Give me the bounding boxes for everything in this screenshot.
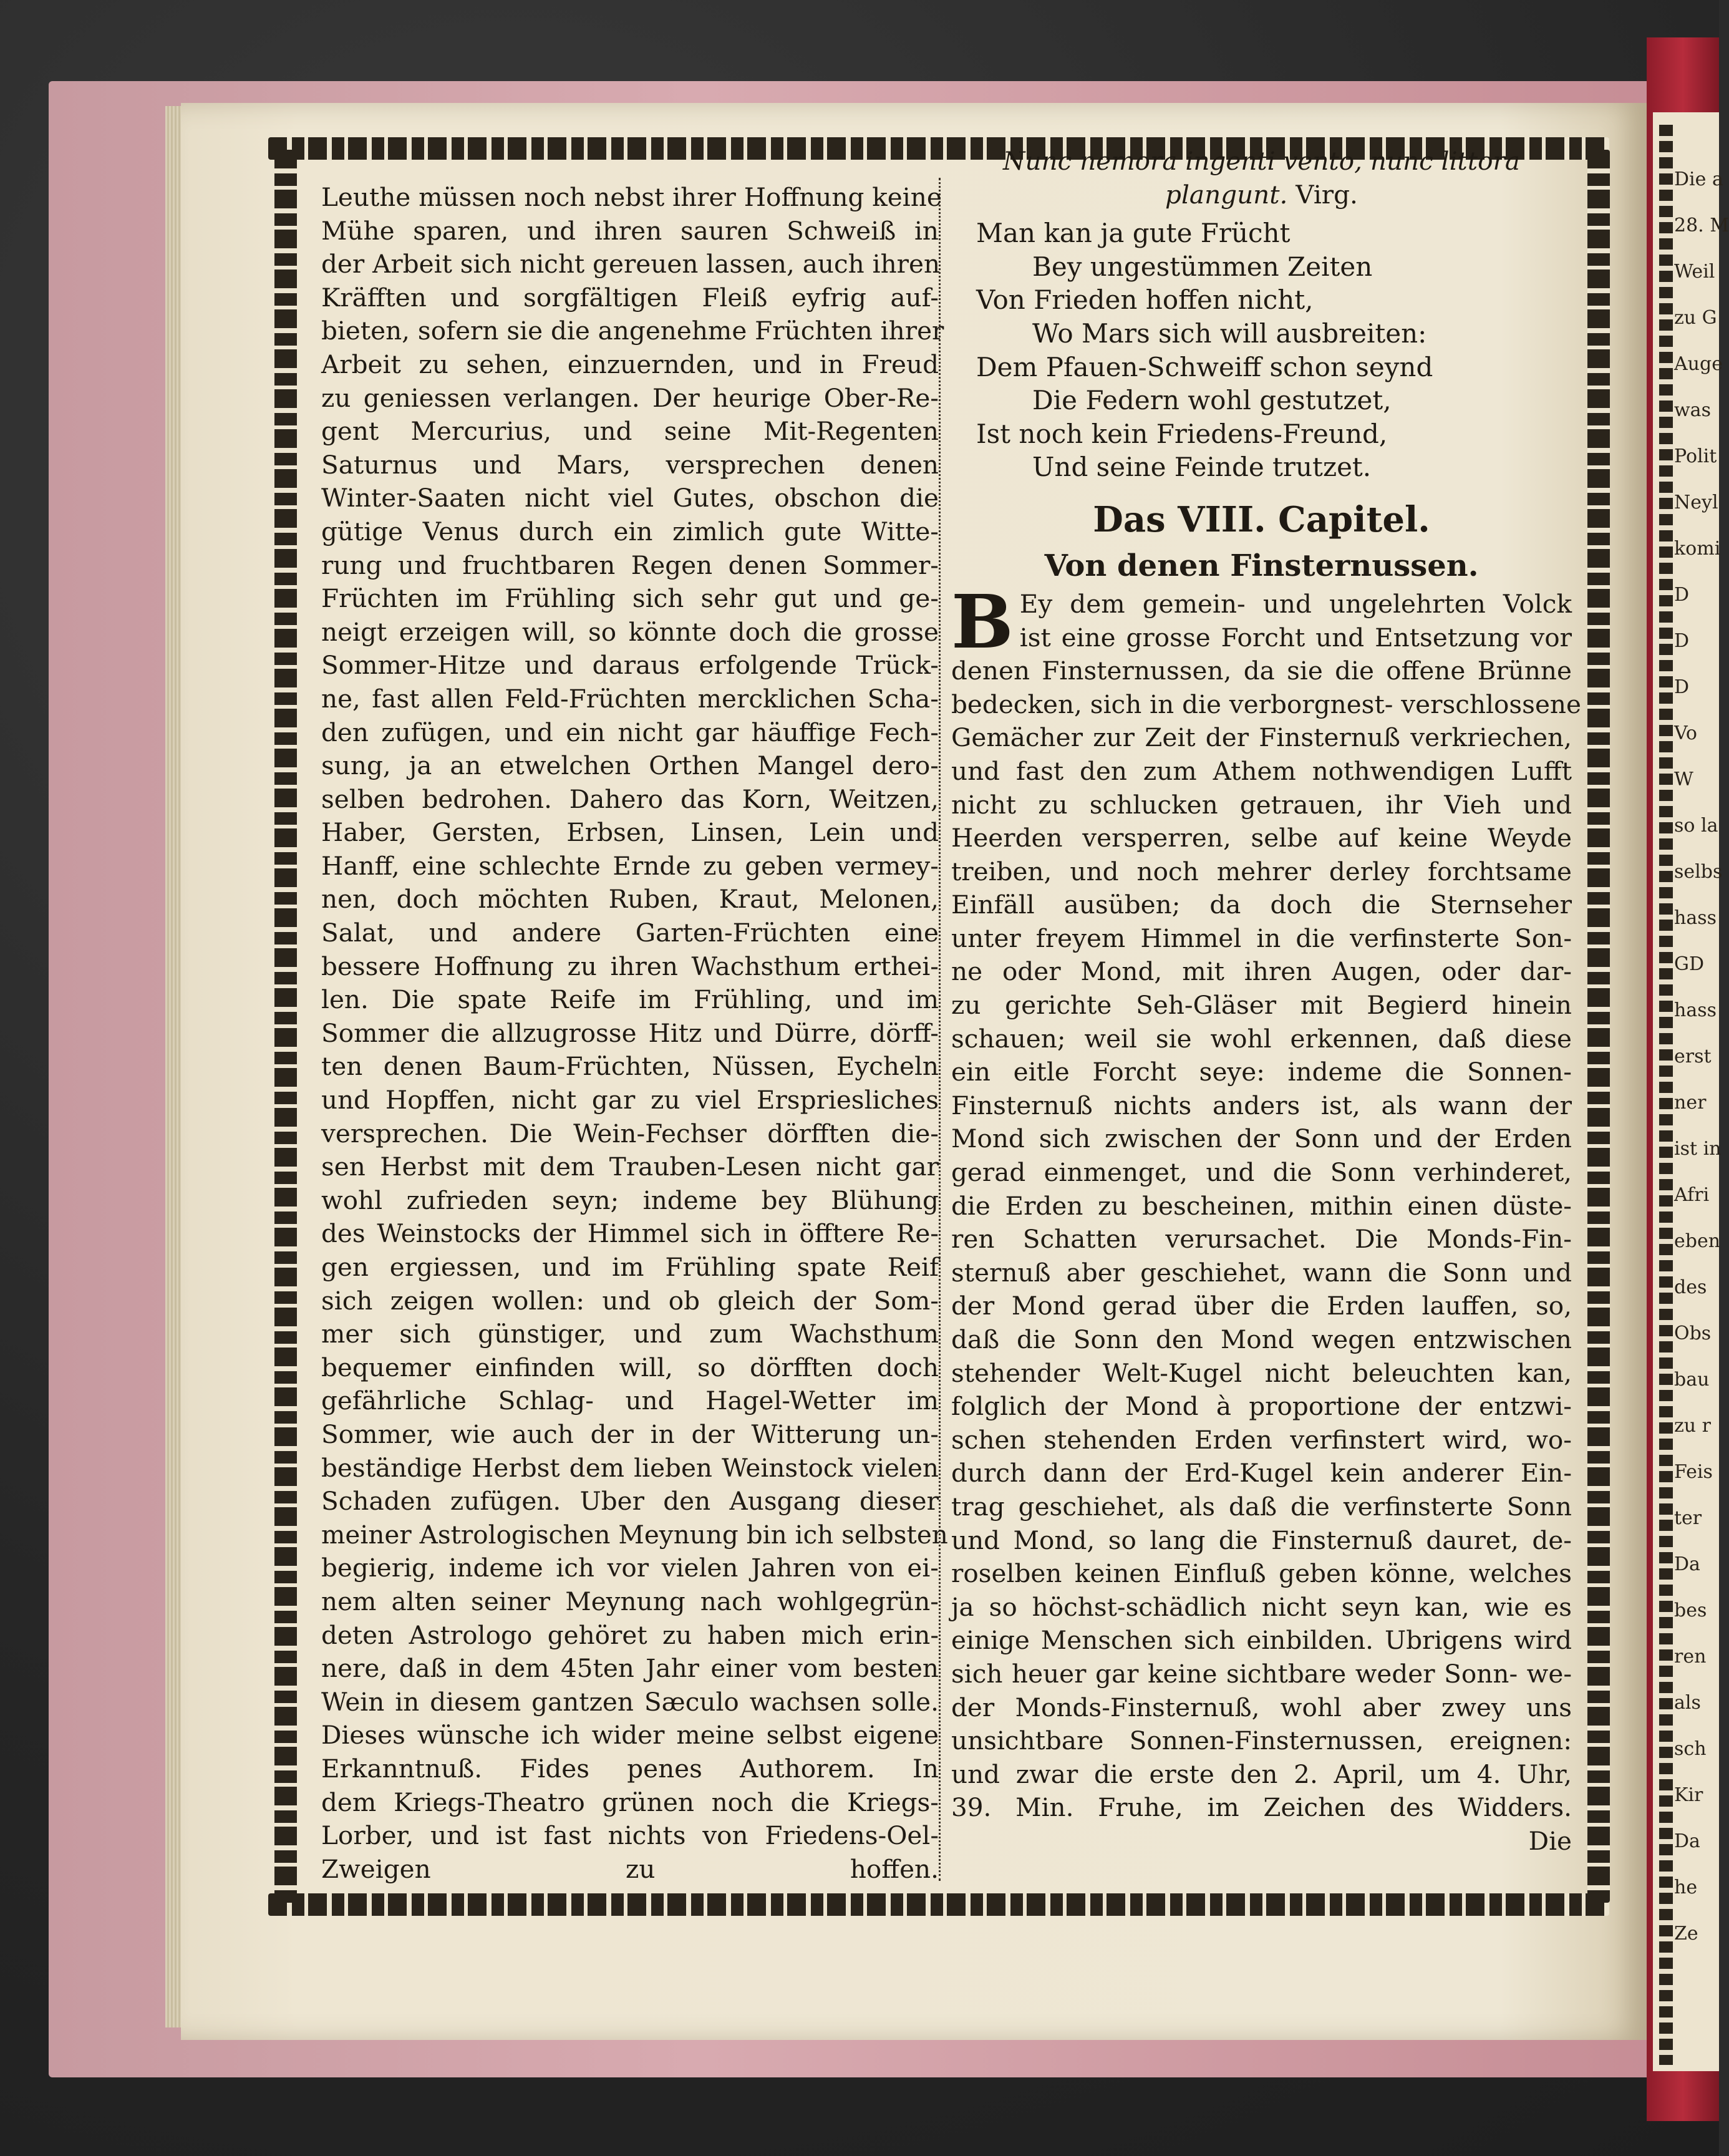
text-line: bequemer einfinden will, so dörfften doch (321, 1352, 939, 1382)
next-page-text-fragment: Auge (1674, 353, 1723, 375)
text-line: Sommer, wie auch der in der Witterung un- (321, 1419, 939, 1449)
next-page-text-fragment: Vo (1674, 722, 1697, 744)
next-page-text-fragment: ist in (1674, 1138, 1722, 1160)
next-page-text-fragment: hass (1674, 999, 1717, 1021)
text-line: sich heuer gar keine sichtbare weder Sonn- we- (951, 1658, 1572, 1689)
next-page-text-fragment: ter (1674, 1507, 1702, 1529)
verse-line: Dem Pfauen-Schweiff schon seynd (976, 351, 1433, 382)
text-line: Erkanntnuß. Fides penes Authorem. In (321, 1753, 939, 1784)
text-line: und zwar die erste den 2. April, um 4. Uhr, (951, 1759, 1572, 1789)
text-line: daß die Sonn den Mond wegen entzwischen (951, 1324, 1572, 1354)
text-line: Arbeit zu sehen, einzuernden, und in Freud (321, 349, 939, 379)
text-line: bedecken, sich in die verborgnest- verschlossene (951, 689, 1581, 719)
text-line: roselben keinen Einfluß geben könne, welches (951, 1558, 1572, 1589)
text-line: Sommer-Hitze und daraus erfolgende Trück- (321, 650, 939, 681)
chapter-subtitle: Von denen Finsternussen. (1044, 548, 1479, 583)
next-page-text-fragment: sch (1674, 1738, 1707, 1760)
text-line: nem alten seiner Meynung nach wohlgegrün- (321, 1586, 939, 1616)
next-page-text-fragment: komi (1674, 538, 1721, 560)
text-line: Leuthe müssen noch nebst ihrer Hoffnung keine (321, 182, 942, 212)
text-line: Salat, und andere Garten-Früchten eine (321, 918, 939, 948)
text-line: und fast den zum Athem nothwendigen Lufft (951, 755, 1572, 786)
text-line: Winter-Saaten nicht viel Gutes, obschon die (321, 483, 939, 513)
text-line: einige Menschen sich einbilden. Ubrigens wird (951, 1625, 1572, 1656)
verse-line: Wo Mars sich will ausbreiten: (1032, 318, 1427, 349)
motto-source: Virg. (1296, 179, 1358, 210)
text-line: wohl zufrieden seyn; indeme bey Blühung (321, 1185, 939, 1215)
text-line: denen Finsternussen, da sie die offene Brünne (951, 656, 1572, 686)
next-page-border (1659, 125, 1673, 2065)
text-line: ne, fast allen Feld-Früchten mercklichen Scha- (321, 683, 939, 714)
text-line: Dieses wünsche ich wider meine selbst eigene (321, 1720, 939, 1751)
text-line: beständige Herbst dem lieben Weinstock vielen (321, 1452, 939, 1483)
right-ornament-border (1587, 150, 1610, 1903)
next-page-text-fragment: Ze (1674, 1923, 1698, 1945)
text-line: gerad einmenget, und die Sonn verhinderet, (951, 1157, 1572, 1188)
text-line: sternuß aber geschiehet, wann die Sonn und (951, 1257, 1572, 1288)
text-line: Saturnus und Mars, versprechen denen (321, 449, 939, 480)
text-line: und Hopffen, nicht gar zu viel Erspriesliches (321, 1085, 939, 1115)
text-line: gefährliche Schlag- und Hagel-Wetter im (321, 1386, 939, 1416)
text-line: ja so höchst-schädlich nicht seyn kan, wie es (951, 1591, 1572, 1622)
next-page-text-fragment: zu G (1674, 307, 1717, 329)
text-line: Schaden zufügen. Uber den Ausgang dieser (321, 1486, 939, 1517)
text-line: Mühe sparen, und ihren sauren Schweiß in (321, 215, 939, 246)
text-line: Lorber, und ist fast nichts von Friedens-Oel- (321, 1820, 939, 1851)
next-page-text-fragment: bau (1674, 1369, 1710, 1391)
text-line: nen, doch möchten Ruben, Kraut, Melonen, (321, 884, 939, 915)
text-line: bessere Hoffnung zu ihren Wachsthum erthei- (321, 951, 939, 981)
text-line: mer sich günstiger, und zum Wachsthum (321, 1319, 939, 1349)
text-line: Haber, Gersten, Erbsen, Linsen, Lein und (321, 817, 939, 848)
next-page-text-fragment: Kir (1674, 1784, 1703, 1806)
text-line: durch dann der Erd-Kugel kein anderer Ein- (951, 1458, 1572, 1488)
text-line: nere, daß in dem 45ten Jahr einer vom besten (321, 1653, 939, 1684)
text-line: Sommer die allzugrosse Hitz und Dürre, dörff- (321, 1017, 939, 1048)
text-line: meiner Astrologischen Meynung bin ich selbsten (321, 1519, 948, 1550)
next-page-text-fragment: ren (1674, 1646, 1707, 1668)
text-line: die Erden zu bescheinen, mithin einen düste- (951, 1190, 1572, 1221)
text-line: folglich der Mond à proportione der entzwi- (951, 1391, 1572, 1422)
next-page-text-fragment: zu r (1674, 1415, 1712, 1437)
text-line: Heerden versperren, selbe auf keine Weyde (951, 823, 1572, 853)
chapter-opening (951, 578, 1572, 665)
text-line: ten denen Baum-Früchten, Nüssen, Eycheln (321, 1051, 939, 1082)
text-line: deten Astrologo gehöret zu haben mich erin- (321, 1619, 939, 1650)
text-line: sich zeigen wollen: und ob gleich der Som- (321, 1285, 939, 1316)
text-line: unsichtbare Sonnen-Finsternussen, ereignen: (951, 1726, 1572, 1756)
next-page-text-fragment: eben (1674, 1230, 1721, 1252)
latin-motto-line2 (951, 178, 1572, 212)
text-line: selben bedrohen. Dahero das Korn, Weitzen, (321, 784, 939, 814)
next-page-text-fragment: Die a (1674, 168, 1723, 190)
text-line: stehender Welt-Kugel nicht beleuchten kan, (951, 1357, 1572, 1388)
text-line: Früchten im Frühling sich sehr gut und ge- (321, 583, 939, 614)
next-page-text-fragment: Afri (1674, 1184, 1710, 1206)
next-page-text-fragment: GD (1674, 953, 1705, 975)
text-line: neigt erzeigen will, so könnte doch die grosse (321, 616, 939, 647)
verse-line: Von Frieden hoffen nicht, (976, 284, 1314, 316)
text-line: ein eitle Forcht seye: indeme die Sonnen- (951, 1057, 1572, 1087)
text-line: len. Die spate Reife im Frühling, und im (321, 984, 939, 1015)
text-line: Einfäll ausüben; da doch die Sternseher (951, 890, 1572, 920)
text-line: gen ergiessen, und im Frühling spate Reif (321, 1252, 939, 1282)
next-page-text-fragment: so la (1674, 815, 1718, 837)
left-text-column (321, 181, 948, 1886)
text-line: dem Kriegs-Theatro grünen noch die Kriegs- (321, 1787, 939, 1817)
verse-line: Man kan ja gute Frücht (976, 218, 1291, 249)
text-line: begierig, indeme ich vor vielen Jahren von ei- (321, 1553, 939, 1583)
text-line: treiben, und noch mehrer derley forchtsame (951, 856, 1572, 886)
left-ornament-border (274, 150, 297, 1903)
text-line: Finsternuß nichts anders ist, als wann der (951, 1090, 1572, 1120)
text-line: unter freyem Himmel in die verfinsterte Son- (951, 923, 1572, 953)
next-page-text-fragment: als (1674, 1692, 1701, 1714)
next-page-text-fragment: was (1674, 399, 1711, 421)
bottom-ornament-border (268, 1893, 1609, 1916)
text-line: Mond sich zwischen der Sonn und der Erden (951, 1124, 1572, 1154)
right-text-column (951, 145, 1581, 1858)
next-page-text-fragment: D (1674, 676, 1690, 698)
text-line: schauen; weil sie wohl erkennen, daß diese (951, 1023, 1572, 1054)
verse-line: Die Federn wohl gestutzet, (1032, 385, 1392, 416)
verse-line: Bey ungestümmen Zeiten (1032, 251, 1373, 282)
next-page-text-fragment: D (1674, 584, 1690, 606)
text-line: und Mond, so lang die Finsternuß dauret, de- (951, 1525, 1572, 1555)
text-line: des Weinstocks der Himmel sich in öfftere Re- (321, 1218, 939, 1249)
verse-line: Ist noch kein Friedens-Freund, (976, 418, 1388, 449)
next-page-text-fragment: Neyl (1674, 492, 1718, 513)
text-line: gent Mercurius, und seine Mit-Regenten (321, 416, 939, 447)
text-line: der Mond gerad über die Erden lauffen, so, (951, 1291, 1572, 1321)
text-line: zu geniessen verlangen. Der heurige Ober-Re- (321, 382, 939, 413)
next-page-text-fragment: Weil (1674, 261, 1715, 283)
next-page-text-fragment: W (1674, 769, 1693, 790)
next-page-text-fragment: Da (1674, 1553, 1700, 1575)
next-page-text-fragment: 28. M (1674, 215, 1729, 236)
text-line: nicht zu schlucken getrauen, ihr Vieh und (951, 789, 1572, 820)
text-line: ist eine grosse Forcht und Entsetzung vor (1019, 622, 1572, 653)
text-line: zu gerichte Seh-Gläser mit Begierd hinein (951, 990, 1572, 1021)
text-line: schen stehenden Erden verfinstert wird, wo- (951, 1424, 1572, 1455)
next-page-text-fragment: Obs (1674, 1323, 1712, 1344)
next-page-text-fragment: selbs (1674, 861, 1723, 883)
latin-motto-line: Nunc nemora ingenti vento, nunc littora (1003, 146, 1520, 176)
text-line: rung und fruchtbaren Regen denen Sommer- (321, 550, 939, 580)
chapter-title: Das VIII. Capitel. (1093, 498, 1430, 540)
next-page-text-fragment: bes (1674, 1600, 1707, 1621)
next-page-text-fragment: erst (1674, 1046, 1712, 1067)
latin-motto-text: plangunt. (1165, 179, 1288, 210)
text-line: Kräfften und sorgfältigen Fleiß eyfrig auf- (321, 282, 939, 313)
verse-line: Und seine Feinde trutzet. (1032, 452, 1372, 483)
next-page-text-fragment: ner (1674, 1092, 1707, 1114)
text-line: sung, ja an etwelchen Orthen Mangel dero- (321, 750, 939, 781)
text-line: den zufügen, und ein nicht gar häuffige Fech- (321, 717, 939, 747)
verse-block (951, 216, 1572, 484)
text-line: Hanff, eine schlechte Ernde zu geben vermey- (321, 850, 939, 881)
text-line: Wein in diesem gantzen Sæculo wachsen solle. (321, 1686, 939, 1717)
catchword: Die (1528, 1825, 1572, 1856)
drop-cap: B (951, 578, 1014, 665)
text-line: sen Herbst mit dem Trauben-Lesen nicht gar (321, 1152, 939, 1182)
text-line: versprechen. Die Wein-Fechser dörfften die- (321, 1118, 939, 1148)
text-line: ne oder Mond, mit ihren Augen, oder dar- (951, 956, 1572, 987)
next-page-text-fragment: Da (1674, 1830, 1700, 1852)
next-page-text-fragment: D (1674, 630, 1690, 652)
text-line: 39. Min. Fruhe, im Zeichen des Widders. (951, 1792, 1572, 1823)
column-divider (939, 178, 941, 1881)
text-line: der Arbeit sich nicht gereuen lassen, auch ihren (321, 249, 941, 279)
text-line: Gemächer zur Zeit der Finsternuß verkriechen, (951, 722, 1572, 753)
next-page-text-fragment: he (1674, 1877, 1698, 1898)
next-page-text-fragment: hass (1674, 907, 1717, 929)
text-line: Zweigen zu hoffen. (321, 1853, 939, 1884)
text-line: ren Schatten verursachet. Die Monds-Fin- (951, 1224, 1572, 1255)
text-line: trag geschiehet, als daß die verfinsterte Sonn (951, 1491, 1572, 1522)
text-line: Ey dem gemein- und ungelehrten Volck (1019, 588, 1572, 619)
next-page-text-fragment: Feis (1674, 1461, 1713, 1483)
next-page-text-fragment: Polit (1674, 445, 1717, 467)
text-line: der Monds-Finsternuß, wohl aber zwey uns (951, 1692, 1572, 1722)
text-line: gütige Venus durch ein zimlich gute Witte- (321, 516, 939, 546)
next-page-text-fragment: des (1674, 1276, 1707, 1298)
text-line: bieten, sofern sie die angenehme Früchten ihrer (321, 316, 944, 346)
